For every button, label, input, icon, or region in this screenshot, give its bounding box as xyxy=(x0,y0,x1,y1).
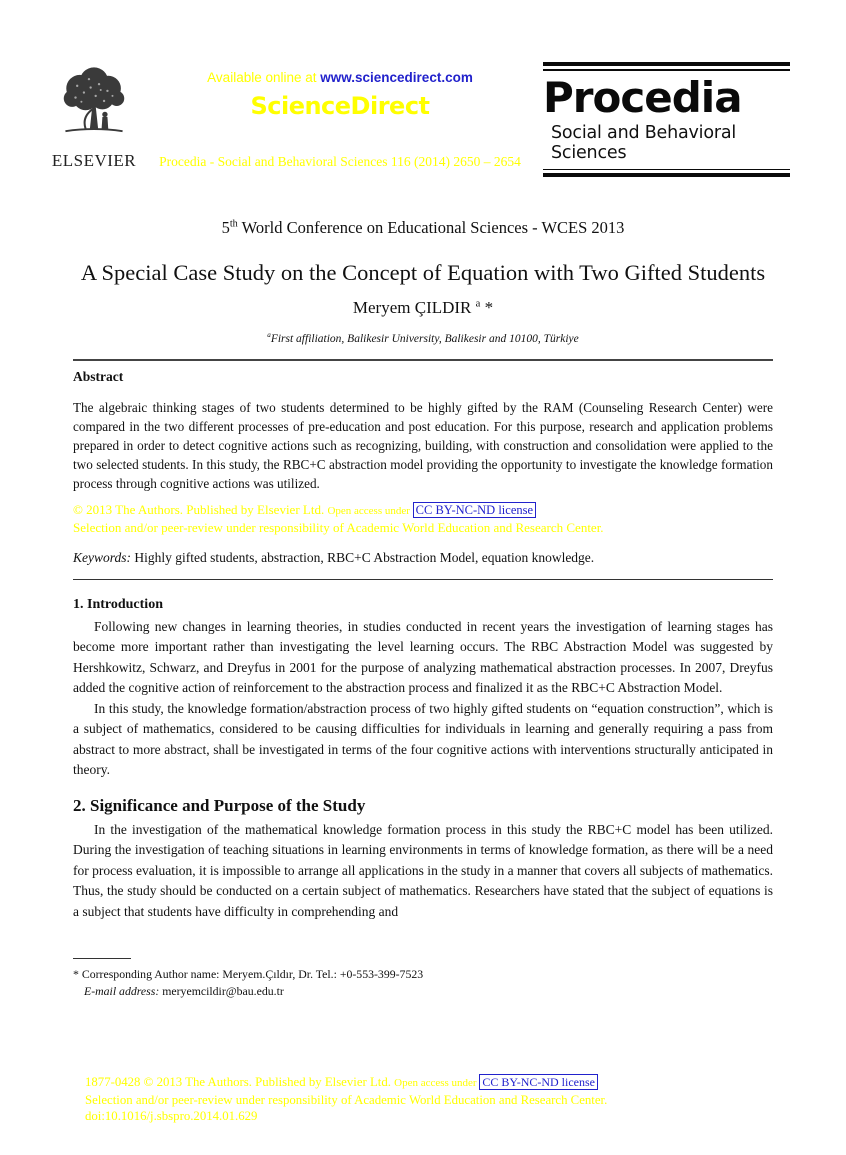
footer-cc-license-link[interactable]: CC BY-NC-ND license xyxy=(479,1074,598,1090)
procedia-top-rule-thick xyxy=(543,62,790,66)
header-center xyxy=(140,70,540,170)
author-affiliation-mark: a xyxy=(475,298,481,310)
affiliation-text: First affiliation, Balikesir University, Balikesir and 10100, Türkiye xyxy=(270,332,579,345)
corresponding-author-mark: * xyxy=(480,298,494,317)
conference-number: 5 xyxy=(221,218,230,237)
copyright-text: © 2013 The Authors. Published by Elsevier Ltd. xyxy=(73,501,328,517)
footer-open-access-text: Open access under xyxy=(394,1077,480,1089)
affiliation-line xyxy=(73,331,773,345)
procedia-subtitle: Social and Behavioral Sciences xyxy=(551,122,737,163)
email-footnote xyxy=(84,984,773,999)
footer-peer-review-line: Selection and/or peer-review under responsibility of Academic World Education and Research Center. xyxy=(85,1092,608,1107)
journal-citation-line: Procedia - Social and Behavioral Sciences 116 (2014) 2650 – 2654 xyxy=(159,154,521,169)
abstract-top-rule xyxy=(73,359,773,361)
author-name: Meryem ÇILDIR xyxy=(352,298,472,317)
issn-copyright-line xyxy=(85,1074,805,1092)
corresponding-author-footnote: * Corresponding Author name: Meryem.Çıldır, Dr. Tel.: +0-553-399-7523 xyxy=(73,967,424,981)
intro-paragraph-1: Following new changes in learning theories, in studies conducted in recent years the investigation of learning stages has become more important rather than investigating the level learning occurs. The RBC Abstraction Model was suggested by Hershkowitz, Schwarz, and Dreyfus in 2001 for the purpose of analyzing mathematical abstraction processes. In 2007, Dreyfus added the cognitive action of reinforcement to the abstraction process and finalized it as the RBC+C Abstraction Model. xyxy=(73,618,773,696)
intro-paragraph-2: In this study, the knowledge formation/abstraction process of two highly gifted students on “equation construction”, which is a subject of mathematics, considered to be causing difficulties for individuals in learning and generally requiring a pass from abstract to more abstract, shall be investigated in terms of the four cognitive actions with interventions structurally anticipated in theory. xyxy=(73,700,773,778)
cc-license-link[interactable]: CC BY-NC-ND license xyxy=(413,502,536,518)
doi-line: doi:10.1016/j.sbspro.2014.01.629 xyxy=(85,1109,258,1123)
email-label: E-mail address: xyxy=(84,984,160,998)
procedia-logo xyxy=(543,62,790,177)
abstract-text: The algebraic thinking stages of two students determined to be highly gifted by the RAM (Counseling Research Center) were compared in the two different processes of pre-education and post education. For this purpose, research and application problems prepared in order to detect cognitive actions such as recognizing, building, with construction and consolidation were applied to the two selected students. In this study, the RBC+C abstraction model providing the opportunity to investigate the knowledge formation process through cognitive actions was utilized. xyxy=(73,399,773,491)
sciencedirect-url-link[interactable]: www.sciencedirect.com xyxy=(320,70,473,85)
keywords-text: Highly gifted students, abstraction, RBC+C Abstraction Model, equation knowledge. xyxy=(131,549,595,565)
sciencedirect-logo: ScienceDirect xyxy=(250,92,430,120)
elsevier-logo xyxy=(46,64,142,171)
open-access-text: Open access under xyxy=(327,504,413,517)
imprint-footer xyxy=(85,1074,805,1125)
conference-name: World Conference on Educational Sciences - WCES 2013 xyxy=(237,218,625,237)
keywords-label: Keywords: xyxy=(73,549,131,565)
procedia-bottom-rule-thin xyxy=(543,169,790,171)
article-body xyxy=(73,205,773,922)
section-heading-introduction: 1. Introduction xyxy=(73,596,163,612)
copyright-line xyxy=(73,502,773,518)
procedia-title: Procedia xyxy=(543,72,742,122)
paper-title: A Special Case Study on the Concept of Equation with Two Gifted Students xyxy=(80,260,766,285)
affiliation-mark: a xyxy=(267,331,271,339)
keywords-bottom-rule xyxy=(73,579,773,580)
elsevier-tree-icon xyxy=(50,135,138,152)
conference-line xyxy=(73,218,773,238)
available-online-line xyxy=(140,70,540,85)
issn-copyright-text: 1877-0428 © 2013 The Authors. Published by Elsevier Ltd. xyxy=(85,1075,395,1089)
procedia-bottom-rule-thick xyxy=(543,173,790,177)
section-heading-significance: 2. Significance and Purpose of the Study xyxy=(73,795,366,815)
peer-review-line: Selection and/or peer-review under responsibility of Academic World Education and Research Center. xyxy=(73,519,604,535)
keywords-line xyxy=(73,550,773,566)
footnote-block xyxy=(73,958,773,999)
procedia-top-rule-thin xyxy=(543,69,790,71)
email-address: meryemcildir@bau.edu.tr xyxy=(159,984,284,998)
available-online-text: Available online at xyxy=(207,70,321,85)
elsevier-wordmark: ELSEVIER xyxy=(51,151,137,170)
conference-ordinal: th xyxy=(229,218,238,230)
significance-paragraph-1: In the investigation of the mathematical knowledge formation process in this study the RBC+C model has been utilized. During the investigation of teaching situations in learning environments in terms of knowledge formation, as there will be a need for process evaluation, it is impossible to arrange all applications in the study in a manner that covers all subjects of mathematics. Thus, the study should be conducted on a certain subject of mathematics. Researchers have stated that the subject of equations is a subject that students have difficulty in comprehending and xyxy=(73,821,773,919)
author-line xyxy=(73,298,773,318)
abstract-heading: Abstract xyxy=(73,368,124,384)
footnote-rule xyxy=(73,958,131,959)
